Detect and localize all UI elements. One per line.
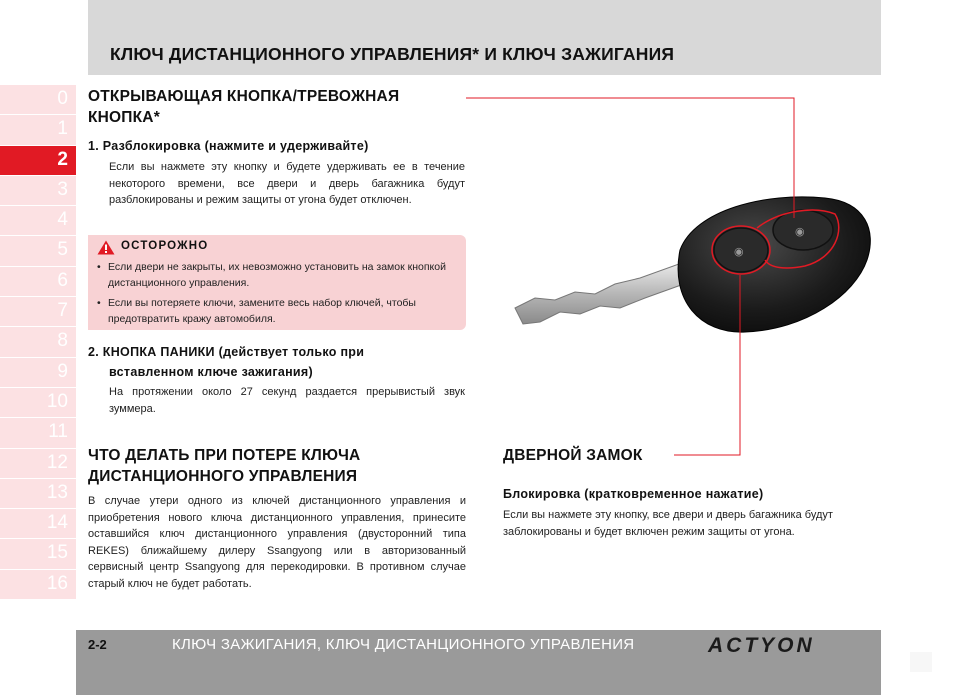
chapter-tab-10[interactable]	[0, 388, 76, 418]
lost-key-heading	[88, 445, 468, 487]
chapter-tab-label: 9	[57, 360, 68, 382]
chapter-tab-label: 1	[57, 118, 68, 140]
chapter-tab-4[interactable]	[0, 206, 76, 236]
chapter-tab-2[interactable]	[0, 146, 76, 176]
chapter-tab-label: 3	[57, 178, 68, 200]
warning-icon	[97, 240, 115, 255]
chapter-tab-3[interactable]	[0, 176, 76, 206]
actyon-logo: ACTYON	[708, 634, 815, 657]
footer-title: КЛЮЧ ЗАЖИГАНИЯ, КЛЮЧ ДИСТАНЦИОННОГО УПРАВЛЕНИЯ	[172, 636, 635, 653]
corner-box	[910, 652, 932, 672]
chapter-tab-6[interactable]	[0, 267, 76, 297]
chapter-tab-label: 2	[57, 148, 68, 170]
chapter-tabs	[0, 85, 76, 600]
chapter-tab-label: 8	[57, 330, 68, 352]
chapter-tab-5[interactable]	[0, 236, 76, 266]
chapter-tab-8[interactable]	[0, 327, 76, 357]
heading-line: 2. КНОПКА ПАНИКИ (действует только при	[88, 345, 365, 359]
chapter-tab-9[interactable]	[0, 358, 76, 388]
chapter-tab-label: 10	[46, 390, 68, 412]
key-photo	[505, 180, 885, 350]
chapter-tab-label: 15	[46, 542, 68, 564]
chapter-tab-7[interactable]	[0, 297, 76, 327]
chapter-tab-16[interactable]	[0, 570, 76, 600]
chapter-tab-0[interactable]	[0, 85, 76, 115]
warning-list	[96, 259, 458, 331]
chapter-tab-label: 14	[46, 512, 68, 534]
heading-line: ОТКРЫВАЮЩАЯ КНОПКА/ТРЕВОЖНАЯ	[88, 88, 400, 105]
heading-line: ДИСТАНЦИОННОГО УПРАВЛЕНИЯ	[88, 468, 358, 485]
panic-heading	[88, 342, 468, 382]
chapter-tab-label: 12	[46, 451, 68, 473]
warning-title: ОСТОРОЖНО	[121, 240, 209, 252]
panic-text: На протяжении около 27 секунд раздается прерывистый звук зуммера.	[109, 386, 465, 415]
lock-subheading: Блокировка (кратковременное нажатие)	[503, 487, 764, 501]
warning-item: • Если вы потеряете ключи, замените весь набор ключей, чтобы предотвратить кражу автомобиля.	[96, 295, 458, 327]
lost-key-text: В случае утери одного из ключей дистанционного управления и приобретения нового ключа дистанционного управления, принесите оставшийся ключ дистанционного управления (двусторонний типа REKES) ближайшему дилеру Ssangyong или в авторизованный сервисный центр Ssangyong для перекодировки. В противном случае старый ключ не будет работать.	[88, 495, 466, 590]
chapter-tab-12[interactable]	[0, 449, 76, 479]
page-title: КЛЮЧ ДИСТАНЦИОННОГО УПРАВЛЕНИЯ* И КЛЮЧ ЗАЖИГАНИЯ	[110, 44, 675, 64]
chapter-tab-14[interactable]	[0, 509, 76, 539]
unlock-heading: 1. Разблокировка (нажмите и удерживайте)	[88, 139, 369, 153]
chapter-tab-label: 5	[57, 239, 68, 261]
door-lock-heading: ДВЕРНОЙ ЗАМОК	[503, 447, 643, 464]
unlock-text: Если вы нажмете эту кнопку и будете удерживать ее в течение некоторого времени, все двери и дверь багажника будут разблокированы и режим защиты от угона будет отключен.	[109, 161, 465, 206]
chapter-tab-label: 16	[46, 572, 68, 594]
warning-item: • Если двери не закрыты, их невозможно установить на замок кнопкой дистанционного управления.	[96, 259, 458, 291]
heading-line: ЧТО ДЕЛАТЬ ПРИ ПОТЕРЕ КЛЮЧА	[88, 447, 361, 464]
chapter-tab-label: 0	[57, 88, 68, 109]
chapter-tab-label: 4	[57, 209, 68, 231]
section-open-button-heading	[88, 86, 468, 128]
svg-text:◉: ◉	[795, 225, 805, 238]
chapter-tab-label: 7	[57, 300, 68, 322]
page-number: 2-2	[88, 637, 107, 652]
chapter-tab-label: 11	[48, 421, 68, 443]
chapter-tab-13[interactable]	[0, 479, 76, 509]
chapter-tab-label: 6	[57, 269, 68, 291]
heading-line: КНОПКА*	[88, 109, 160, 126]
heading-line: вставленном ключе зажигания)	[109, 365, 313, 379]
chapter-tab-11[interactable]	[0, 418, 76, 448]
chapter-tab-1[interactable]	[0, 115, 76, 145]
warning-box	[88, 235, 466, 330]
chapter-tab-label: 13	[46, 481, 68, 503]
svg-text:◉: ◉	[734, 245, 744, 258]
chapter-tab-15[interactable]	[0, 539, 76, 569]
door-lock-text: Если вы нажмете эту кнопку, все двери и дверь багажника будут заблокированы и будет включен режим защиты от угона.	[503, 509, 833, 538]
